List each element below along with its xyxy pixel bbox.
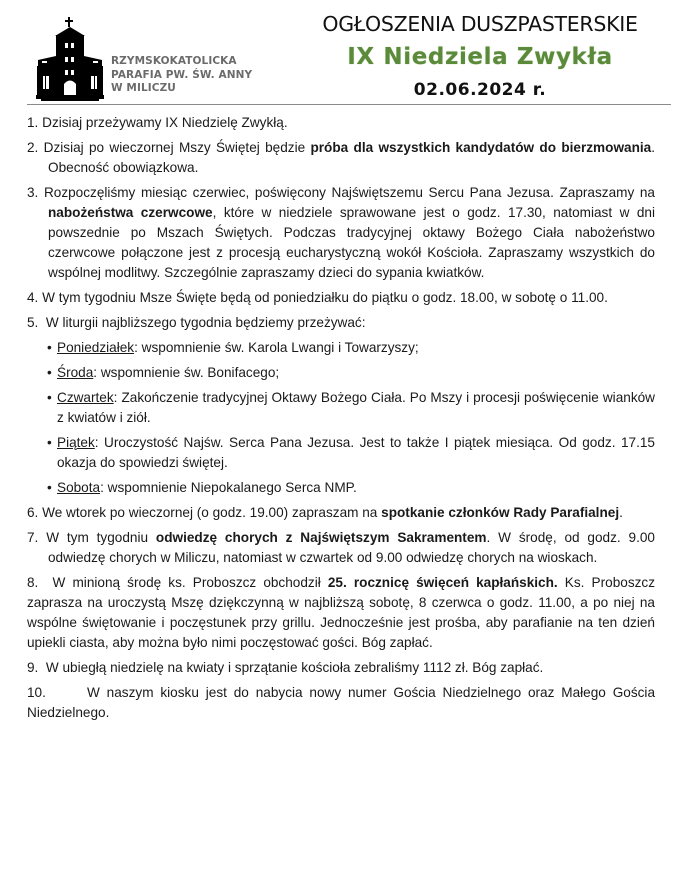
weekday-label: Piątek [57, 435, 95, 450]
page-title: OGŁOSZENIA DUSZPASTERSKIE [322, 12, 638, 36]
announcement-item [27, 288, 655, 308]
announcement-item [27, 573, 655, 653]
emphasis-text: 25. rocznicę święceń kapłańskich. [327, 575, 558, 590]
church-icon [36, 16, 104, 102]
weekday-item: • Poniedziałek: wspomnienie św. Karola Lwangi i Towarzyszy; [47, 340, 419, 355]
emphasis-text: spotkanie członków Rady Parafialnej [381, 505, 620, 520]
weekday-label: Czwartek [57, 390, 114, 405]
item-text: Ks. Proboszcz zaprasza na uroczystą Mszę dziękczynną w najbliższą sobotę, 8 czerwca o godz. 11.00, a po niej na wspólne świętowanie i poczęstunek przy grillu. Jednocześnie jest prośba, aby parafianie na ten dzień upiekli ciasta, aby można było nimi poczęstować gości. Bóg zapłać. [27, 575, 656, 650]
item-number: 6. [27, 505, 43, 520]
item-text: W minioną środę ks. Proboszcz obchodził [52, 575, 328, 590]
weekday-label: Poniedziałek [57, 340, 135, 355]
item-number: 9. [27, 660, 46, 675]
header-divider [27, 104, 671, 105]
announcement-item [27, 183, 655, 283]
item-text: W naszym kiosku jest do nabycia nowy numer Gościa Niedzielnego oraz Małego Gościa Niedzielnego. [27, 685, 656, 720]
bulletin-header [0, 0, 680, 106]
item-text: W tym tygodniu [46, 530, 156, 545]
weekday-text: : Zakończenie tradycyjnej Oktawy Bożego Ciała. Po Mszy i procesji poświęcenie wianków z kwiatów i ziół. [57, 390, 655, 425]
emphasis-text: nabożeństwa czerwcowe [48, 205, 213, 220]
weekday-label: Sobota [57, 480, 101, 495]
emphasis-text: próba dla wszystkich kandydatów do bierzmowania [310, 140, 652, 155]
announcement-item [27, 138, 655, 178]
item-number: 1. [27, 115, 43, 130]
item-number: 7. [27, 530, 47, 545]
parish-line: RZYMSKOKATOLICKA [111, 55, 237, 67]
parish-name [111, 55, 252, 96]
item-text: , które w niedziele sprawowane jest o godz. 17.30, natomiast w dni powszednie po Mszach Świętych. Podczas tradycyjnej oktawy Bożego Ciała nabożeństwo czerwcowe połączone jest z procesją eucharystyczną wokół Kościoła. Zapraszamy wszystkich do wspólnej modlitwy. Szczególnie zapraszamy dzieci do sypania kwiatków. [48, 205, 655, 280]
item-text: W ubiegłą niedzielę na kwiaty i sprzątanie kościoła zebraliśmy 1112 zł. Bóg zapłać. [45, 660, 544, 675]
announcement-item [27, 683, 655, 723]
item-text: W tym tygodniu Msze Święte będą od poniedziałku do piątku o godz. 18.00, w sobotę o 11.00. [42, 290, 608, 305]
announcements-list [27, 113, 655, 728]
item-number: 8. [27, 575, 53, 590]
item-text: Dzisiaj po wieczornej Mszy Świętej będzie [43, 140, 311, 155]
item-number: 4. [27, 290, 43, 305]
weekday-item: • Czwartek: Zakończenie tradycyjnej Oktawy Bożego Ciała. Po Mszy i procesji poświęcenie wianków z kwiatów i ziół. [47, 390, 655, 425]
item-text: . Obecność obowiązkowa. [48, 140, 655, 175]
weekday-item: • Środa: wspomnienie św. Bonifacego; [47, 365, 280, 380]
item-number: 10. [27, 685, 87, 700]
announcement-item [27, 528, 655, 568]
announcement-item [27, 658, 655, 678]
weekday-text: : Uroczystość Najśw. Serca Pana Jezusa. Jest to także I piątek miesiąca. Od godz. 17.15 okazja do spowiedzi świętej. [57, 435, 655, 470]
weekday-text: : wspomnienie św. Bonifacego; [93, 365, 280, 380]
emphasis-text: odwiedzę chorych z Najświętszym Sakramentem [155, 530, 487, 545]
item-text: Rozpoczęliśmy miesiąc czerwiec, poświęcony Najświętszemu Sercu Pana Jezusa. Zapraszamy na [43, 185, 655, 200]
parish-line: W MILICZU [111, 82, 176, 94]
announcement-item [27, 313, 655, 333]
item-number: 2. [27, 140, 44, 155]
item-text: Dzisiaj przeżywamy IX Niedzielę Zwykłą. [42, 115, 288, 130]
sunday-subtitle: IX Niedziela Zwykła [347, 44, 613, 70]
parish-line: PARAFIA PW. ŚW. ANNY [111, 68, 253, 81]
item-number: 3. [27, 185, 44, 200]
weekday-item: • Sobota: wspomnienie Niepokalanego Serca NMP. [47, 480, 357, 495]
item-text: . [619, 505, 623, 520]
announcement-item [27, 503, 655, 523]
item-text: W liturgii najbliższego tygodnia będziemy przeżywać: [45, 315, 366, 330]
announcement-item [27, 113, 655, 133]
weekday-text: : wspomnienie Niepokalanego Serca NMP. [100, 480, 357, 495]
weekday-text: : wspomnienie św. Karola Lwangi i Towarzyszy; [134, 340, 419, 355]
weekday-item: • Piątek: Uroczystość Najśw. Serca Pana Jezusa. Jest to także I piątek miesiąca. Od godz. 17.15 okazja do spowiedzi świętej. [47, 435, 655, 470]
item-number: 5. [27, 315, 46, 330]
item-text: . W środę, od godz. 9.00 odwiedzę chorych w Miliczu, natomiast w czwartek od 9.00 odwiedzę chorych na wioskach. [48, 530, 655, 565]
item-text: We wtorek po wieczornej (o godz. 19.00) zapraszam na [42, 505, 382, 520]
bulletin-date: 02.06.2024 r. [413, 80, 547, 100]
weekday-label: Środa [57, 365, 94, 380]
